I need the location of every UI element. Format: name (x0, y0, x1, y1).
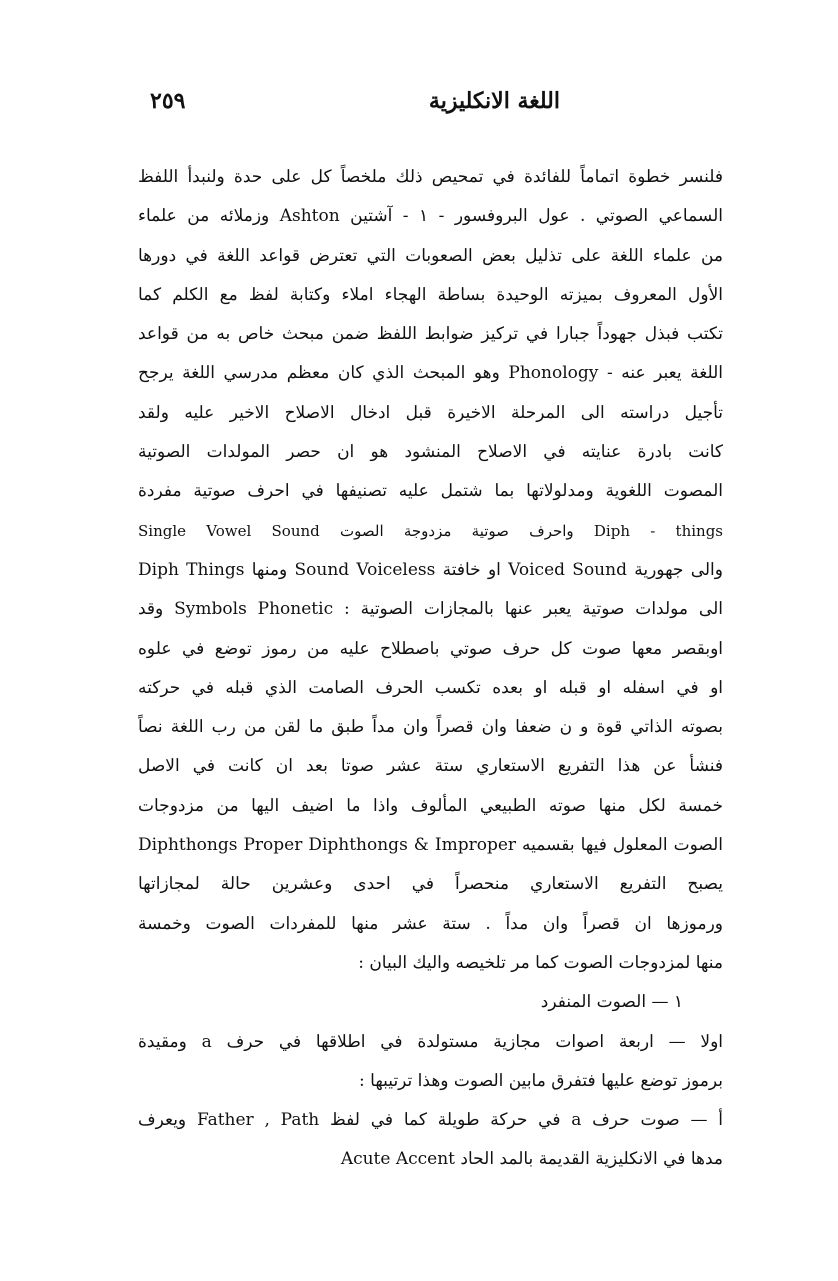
text-line: والى جهورية Voiced Sound او خافتة Sound Voiceless ومنها Diph Things (138, 559, 723, 580)
text-line: اولا — اربعة اصوات مجازية مستولدة في اطلاقها في حرف a ومقيدة (138, 1031, 723, 1052)
text-line: برموز توضع عليها فتفرق مابين الصوت وهذا ترتيبها : (359, 1070, 723, 1091)
text-line: تكتب فبذل جهوداً جبارا في تركيز ضوابط اللفظ ضمن مبحث خاص به من قواعد (138, 324, 723, 345)
text-line: او في اسفله او قبله او بعده تكسب الحرف الصامت الذي قبله في حركته (138, 677, 723, 698)
text-line: الأول المعروف بميزته الوحيدة بساطة الهجاء املاء وكتابة لفظ مع الكلم كما (138, 284, 723, 305)
text-line: من علماء اللغة على تذليل بعض الصعوبات التي تعترض قواعد اللغة في دورها (138, 245, 723, 266)
text-line: Diph - things واحرف صوتية مزدوجة الصوت Single Vowel Sound (138, 521, 723, 540)
page-number: ٢٥٩ (150, 88, 186, 114)
text-line: اوبقصر معها صوت كل حرف صوتي باصطلاح عليه من رموز توضع في علوه (138, 638, 723, 659)
page-header (150, 88, 720, 128)
text-line: ورموزها ان قصراً وان مداً . ستة عشر منها للمفردات الصوت وخمسة (138, 913, 723, 934)
text-line: الصوت المعلول فيها بقسميه Diphthongs Proper Diphthongs & Improper (138, 835, 723, 856)
text-line: السماعي الصوتي . عول البروفسور - ١ - آشتين Ashton وزملائه من علماء (138, 206, 723, 227)
text-line: أ — صوت حرف a في حركة طويلة كما في لفظ Father , Path ويعرف (138, 1110, 723, 1131)
text-line: يصبح التفريع الاستعاري منحصراً في احدى وعشرين حالة لمجازاتها (138, 874, 723, 895)
text-line: فنشأ عن هذا التفريع الاستعاري ستة عشر صوتا بعد ان كانت في الاصل (138, 756, 723, 777)
text-line: كانت بادرة عنايته في الاصلاح المنشود هو ان حصر المولدات الصوتية (138, 442, 723, 463)
text-line: بصوته الذاتي قوة و ن ضعفا وان قصراً وان مداً طبق ما لقن من رب اللغة نصاً (138, 717, 723, 738)
text-line: خمسة لكل منها صوته الطبيعي المألوف واذا ما اضيف اليها من مزدوجات (138, 795, 723, 816)
text-line: منها لمزدوجات الصوت كما مر تلخيصه واليك البيان : (358, 952, 723, 973)
section-heading: ١ — الصوت المنفرد (540, 992, 683, 1013)
text-line: الى مولدات صوتية يعبر عنها بالمجازات الصوتية : Symbols Phonetic وقد (138, 599, 723, 620)
text-line: المصوت اللغوية ومدلولاتها بما شتمل عليه تصنيفها في احرف صوتية مفردة (138, 481, 723, 502)
text-line: فلنسر خطوة اتماماً للفائدة في تمحيص ذلك ملخصاً كل على حدة ولنبدأ اللفظ (138, 167, 723, 187)
text-line: اللغة يعبر عنه - Phonology وهو المبحث الذي كان معظم مدرسي اللغة يرجح (138, 363, 723, 384)
running-title: اللغة الانكليزية (428, 88, 560, 114)
text-line: تأجيل دراسته الى المرحلة الاخيرة قبل ادخال الاصلاح الاخير عليه ولقد (138, 402, 723, 423)
text-line: مدها في الانكليزية القديمة بالمد الحاد Acute Accent (340, 1149, 723, 1170)
body-text (138, 158, 723, 1180)
